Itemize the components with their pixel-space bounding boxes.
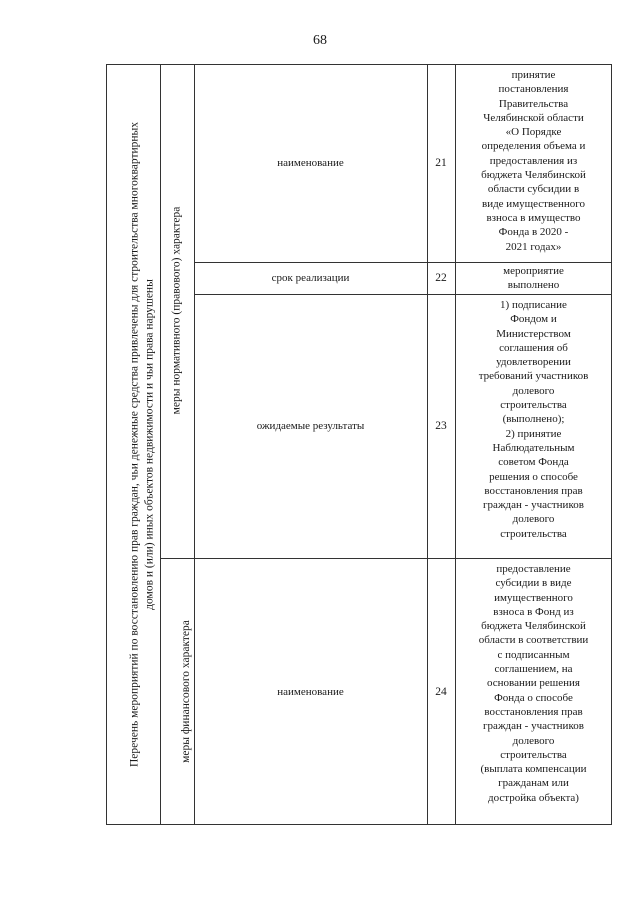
table-row-result: предоставление субсидии в виде имущественного взноса в Фонд из бюджета Челябинской области в соответствии с подписанным соглашением, на основании решения Фонда о способе восстановления прав граждан - участников долевого строительства (выплата компенсации гражданам или достройка объекта) — [478, 563, 589, 804]
table-row-number: 24 — [435, 685, 447, 698]
table-row-result: принятие постановления Правительства Челябинской области «О Порядке определения объема и предоставления из бюджета Челябинской области субсидии в виде имущественного взноса в имущество Фонда в 2020 - 2021 годах» — [481, 69, 586, 253]
table-row-result: 1) подписание Фондом и Министерством соглашения об удовлетворении требований участников долевого строительства (выполнено); 2) принятие Наблюдательным советом Фонда решения о способе восстановления прав граждан - участников долевого строительства — [478, 299, 589, 540]
column-divider — [160, 64, 161, 825]
table-section-heading: Перечень мероприятий по восстановлению прав граждан, чьи денежные средства привлечены для строительства многоквартирных — [128, 121, 141, 768]
table-row-result: мероприятие выполнено — [503, 265, 564, 292]
table-row-number: 23 — [435, 420, 447, 432]
table-row-name: наименование — [277, 685, 344, 698]
table-row-number: 22 — [435, 272, 447, 284]
table-section-heading-continued: домов и (или) иных объектов недвижимости и чьи права нарушены — [143, 279, 156, 610]
table-row-name: срок реализации — [271, 272, 350, 284]
table-row-number: 21 — [435, 157, 447, 169]
table-row-name: ожидаемые результаты — [256, 420, 365, 432]
group-label-normative: меры нормативного (правового) характера — [170, 206, 183, 415]
group-label-financial: меры финансового характера — [180, 620, 192, 763]
page-number: 68 — [313, 33, 327, 48]
table-row-name: наименование — [277, 157, 344, 169]
